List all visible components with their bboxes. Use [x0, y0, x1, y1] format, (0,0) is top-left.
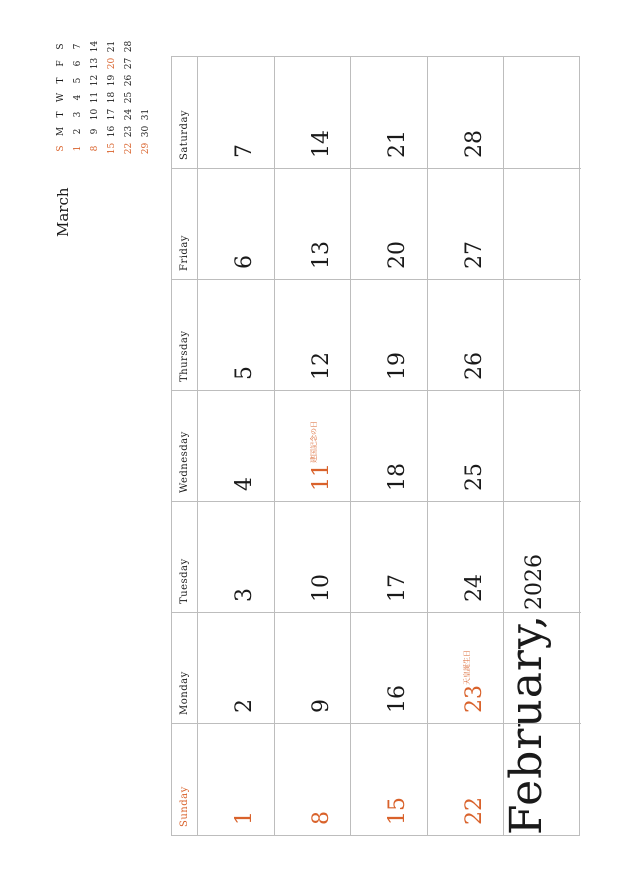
mini-weekday-label: F: [56, 60, 66, 67]
month-grid: [171, 56, 580, 836]
weekday-label: Sunday: [179, 786, 190, 827]
day-number: 17: [385, 574, 410, 602]
day-cell[interactable]: [198, 501, 275, 612]
mini-day: 1: [73, 145, 83, 152]
mini-calendar-week: [90, 0, 107, 157]
day-cell[interactable]: [275, 501, 352, 612]
day-cell[interactable]: [428, 279, 505, 390]
weekday-label: Monday: [179, 671, 190, 715]
weekday-header-saturday: [172, 57, 198, 168]
day-cell[interactable]: [275, 57, 352, 168]
mini-day: 15: [107, 142, 117, 155]
day-number: 4: [232, 477, 257, 491]
day-cell[interactable]: [428, 612, 505, 723]
mini-day: 28: [124, 40, 134, 53]
day-cell[interactable]: [198, 723, 275, 835]
mini-day: 7: [73, 43, 83, 50]
day-cell[interactable]: [428, 57, 505, 168]
day-number: 22: [461, 797, 487, 825]
mini-calendar-label: March: [54, 187, 72, 237]
day-cell[interactable]: [198, 390, 275, 501]
day-cell[interactable]: [351, 501, 428, 612]
day-number: 9: [308, 699, 334, 713]
mini-day: 29: [141, 142, 151, 155]
day-number: 21: [385, 130, 410, 158]
day-number: 13: [308, 241, 334, 269]
day-number: 1: [232, 811, 257, 825]
mini-day: 9: [90, 128, 100, 135]
day-cell[interactable]: [351, 612, 428, 723]
mini-day: 26: [124, 74, 134, 87]
mini-day: 10: [90, 108, 100, 121]
mini-day: 14: [90, 40, 100, 53]
day-number: 25: [461, 463, 487, 491]
day-cell[interactable]: [504, 390, 581, 501]
day-cell[interactable]: [198, 168, 275, 279]
mini-calendar-week: [124, 0, 141, 157]
weekday-header-wednesday: [172, 390, 198, 501]
day-cell[interactable]: [504, 612, 581, 723]
day-cell[interactable]: [351, 723, 428, 835]
mini-day: 3: [73, 111, 83, 118]
day-number: 27: [461, 241, 487, 269]
mini-weekday-label: W: [56, 92, 66, 103]
holiday-label: 天皇誕生日: [462, 650, 471, 685]
day-cell[interactable]: [504, 168, 581, 279]
day-cell[interactable]: [351, 279, 428, 390]
mini-calendar-week: [107, 0, 124, 157]
day-number: 6: [232, 255, 257, 269]
mini-calendar-week: [73, 0, 90, 157]
day-number: 23: [461, 685, 487, 713]
mini-day: 12: [90, 74, 100, 87]
day-cell[interactable]: [504, 501, 581, 612]
mini-weekday-label: T: [56, 111, 66, 118]
day-number: 11: [308, 463, 334, 491]
mini-day: 20: [107, 57, 117, 70]
mini-calendar-week: [141, 0, 158, 157]
day-number: 2: [232, 699, 257, 713]
day-cell[interactable]: [428, 723, 505, 835]
weekday-label: Saturday: [179, 109, 190, 160]
day-number: 8: [308, 811, 334, 825]
day-cell[interactable]: [198, 57, 275, 168]
day-number: 7: [232, 144, 257, 158]
mini-day: 31: [141, 108, 151, 121]
weekday-label: Friday: [179, 235, 190, 271]
mini-weekday-label: T: [56, 77, 66, 84]
mini-day: 13: [90, 57, 100, 70]
day-number: 28: [461, 130, 487, 158]
mini-weekday-label: M: [56, 126, 66, 137]
day-cell[interactable]: [351, 57, 428, 168]
day-cell[interactable]: [351, 168, 428, 279]
day-cell[interactable]: [275, 279, 352, 390]
day-cell[interactable]: [198, 279, 275, 390]
day-cell[interactable]: [428, 390, 505, 501]
mini-day: 2: [73, 128, 83, 135]
day-cell[interactable]: [504, 723, 581, 835]
day-cell[interactable]: [428, 501, 505, 612]
day-number: 12: [308, 352, 334, 380]
day-cell[interactable]: [351, 390, 428, 501]
day-number: 3: [232, 588, 257, 602]
day-number: 18: [385, 463, 410, 491]
day-number: 15: [385, 797, 410, 825]
weekday-header-thursday: [172, 279, 198, 390]
day-cell[interactable]: [428, 168, 505, 279]
mini-day: 22: [124, 142, 134, 155]
weekday-header-sunday: [172, 723, 198, 835]
mini-weekday-label: S: [56, 43, 66, 50]
weekday-label: Thursday: [179, 330, 190, 382]
day-cell[interactable]: [198, 612, 275, 723]
day-number: 26: [461, 352, 487, 380]
day-number: 5: [232, 366, 257, 380]
day-number: 10: [308, 574, 334, 602]
weekday-label: Tuesday: [179, 558, 190, 604]
mini-day: 11: [90, 91, 100, 104]
weekday-header-monday: [172, 612, 198, 723]
month-name: February,: [501, 614, 552, 835]
mini-day: 19: [107, 74, 117, 87]
mini-day: 16: [107, 125, 117, 138]
day-number: 24: [461, 574, 487, 602]
day-number: 20: [385, 241, 410, 269]
day-cell[interactable]: [275, 723, 352, 835]
mini-day: 23: [124, 125, 134, 138]
weekday-header-friday: [172, 168, 198, 279]
mini-day: 21: [107, 40, 117, 53]
mini-day: 18: [107, 91, 117, 104]
mini-day: 27: [124, 57, 134, 70]
mini-day: 5: [73, 77, 83, 84]
mini-day: 4: [73, 94, 83, 101]
day-cell[interactable]: [504, 279, 581, 390]
day-cell[interactable]: [275, 612, 352, 723]
mini-day: 25: [124, 91, 134, 104]
mini-day: 17: [107, 108, 117, 121]
year-label: 2026: [522, 554, 547, 611]
day-cell[interactable]: [504, 57, 581, 168]
mini-day: 6: [73, 60, 83, 67]
mini-day: 8: [90, 145, 100, 152]
mini-day: 24: [124, 108, 134, 121]
day-cell[interactable]: [275, 168, 352, 279]
mini-calendar-header-row: [56, 0, 73, 157]
day-number: 16: [385, 685, 410, 713]
weekday-label: Wednesday: [179, 431, 190, 493]
day-number: 14: [308, 130, 334, 158]
day-cell[interactable]: [275, 390, 352, 501]
day-number: 19: [385, 352, 410, 380]
holiday-label: 建国記念の日: [309, 421, 318, 463]
weekday-header-tuesday: [172, 501, 198, 612]
mini-weekday-label: S: [56, 145, 66, 152]
mini-day: 30: [141, 125, 151, 138]
